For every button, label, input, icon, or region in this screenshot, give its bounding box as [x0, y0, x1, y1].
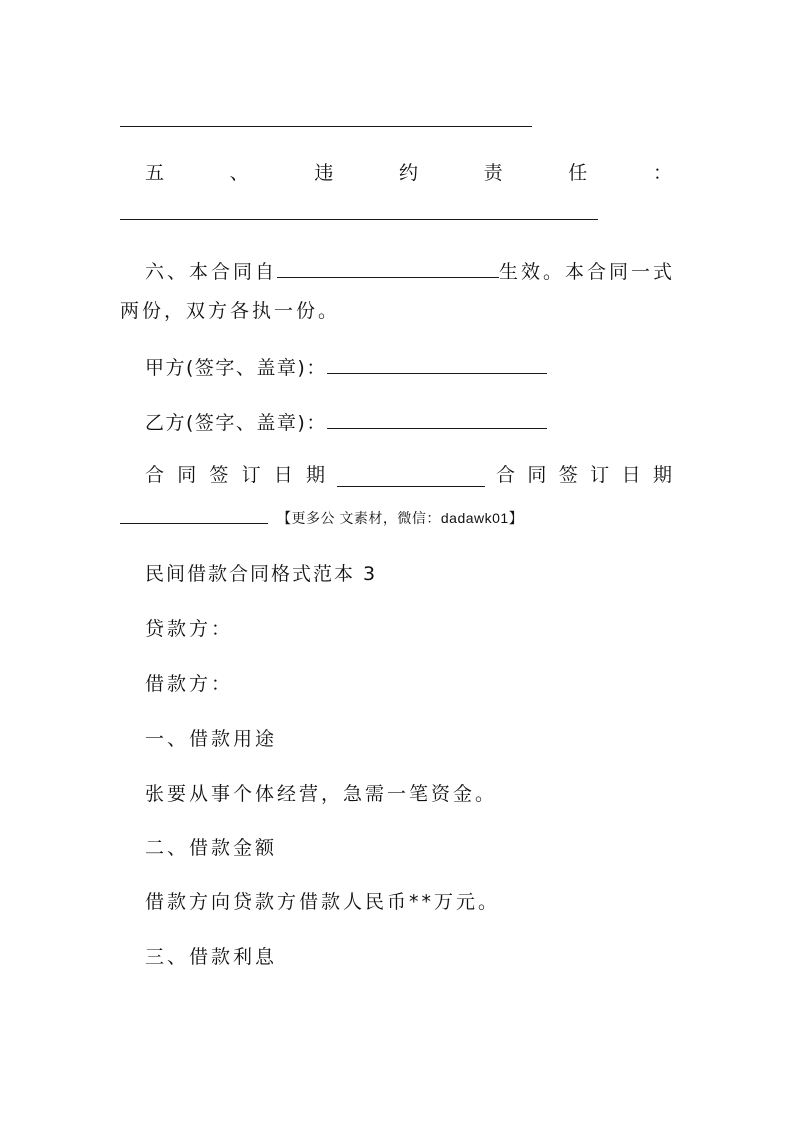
signing-date-a-char: 期	[305, 464, 325, 486]
borrower-label: 借款方：	[145, 673, 234, 695]
section-two-body: 借款方向贷款方借款人民币**万元。	[145, 891, 501, 913]
breach-heading-char: 责	[483, 162, 503, 184]
signing-date-a-char: 合	[145, 464, 165, 486]
signing-date-a-char: 同	[177, 464, 197, 486]
contract-title: 民间借款合同格式范本 3	[145, 563, 378, 585]
signing-date-blank-a[interactable]	[337, 466, 485, 487]
clause-six-suffix: 生效。本合同一式	[499, 261, 676, 283]
signing-date-a-char: 订	[241, 464, 261, 486]
signing-date-label-b	[496, 463, 672, 487]
clause-six-prefix: 六、本合同自	[145, 261, 278, 283]
signing-date-label-a	[145, 463, 325, 487]
section-one-body: 张要从事个体经营，急需一笔资金。	[145, 783, 498, 805]
fill-in-line-top	[120, 126, 532, 127]
signing-date-b-char: 日	[621, 464, 641, 486]
breach-liability-heading	[145, 161, 672, 185]
section-one-heading: 一、借款用途	[145, 728, 278, 750]
lender-label: 贷款方：	[145, 618, 234, 640]
breach-heading-char: 五	[145, 162, 165, 184]
section-three-heading: 三、借款利息	[145, 946, 278, 968]
party-a-signature-line	[145, 353, 547, 380]
breach-heading-char: 、	[229, 162, 249, 184]
party-a-label: 甲方(签字、盖章)：	[145, 357, 327, 379]
signing-date-blank-b[interactable]	[120, 523, 268, 524]
effective-date-blank[interactable]	[277, 257, 499, 278]
party-b-signature-line	[145, 408, 547, 435]
promo-text: 【更多公 文素材，微信：dadawk01】	[277, 510, 524, 526]
signing-date-a-char: 日	[273, 464, 293, 486]
party-b-label: 乙方(签字、盖章)：	[145, 412, 327, 434]
clause-six-line2: 两份，双方各执一份。	[120, 300, 341, 322]
signing-date-b-char: 合	[496, 464, 516, 486]
signing-date-row	[145, 463, 672, 487]
breach-heading-char: ：	[652, 162, 672, 184]
signing-date-b-char: 签	[558, 464, 578, 486]
breach-heading-char: 任	[568, 162, 588, 184]
breach-heading-char: 违	[314, 162, 334, 184]
breach-heading-char: 约	[398, 162, 418, 184]
party-a-signature-blank[interactable]	[327, 353, 547, 374]
signing-date-a-char: 签	[209, 464, 229, 486]
signing-date-b-char: 同	[527, 464, 547, 486]
section-two-heading: 二、借款金额	[145, 837, 278, 859]
party-b-signature-blank[interactable]	[327, 408, 547, 429]
signing-date-b-char: 订	[590, 464, 610, 486]
signing-date-b-char: 期	[652, 464, 672, 486]
fill-in-line-breach	[120, 219, 598, 220]
clause-six-line1	[145, 257, 675, 284]
